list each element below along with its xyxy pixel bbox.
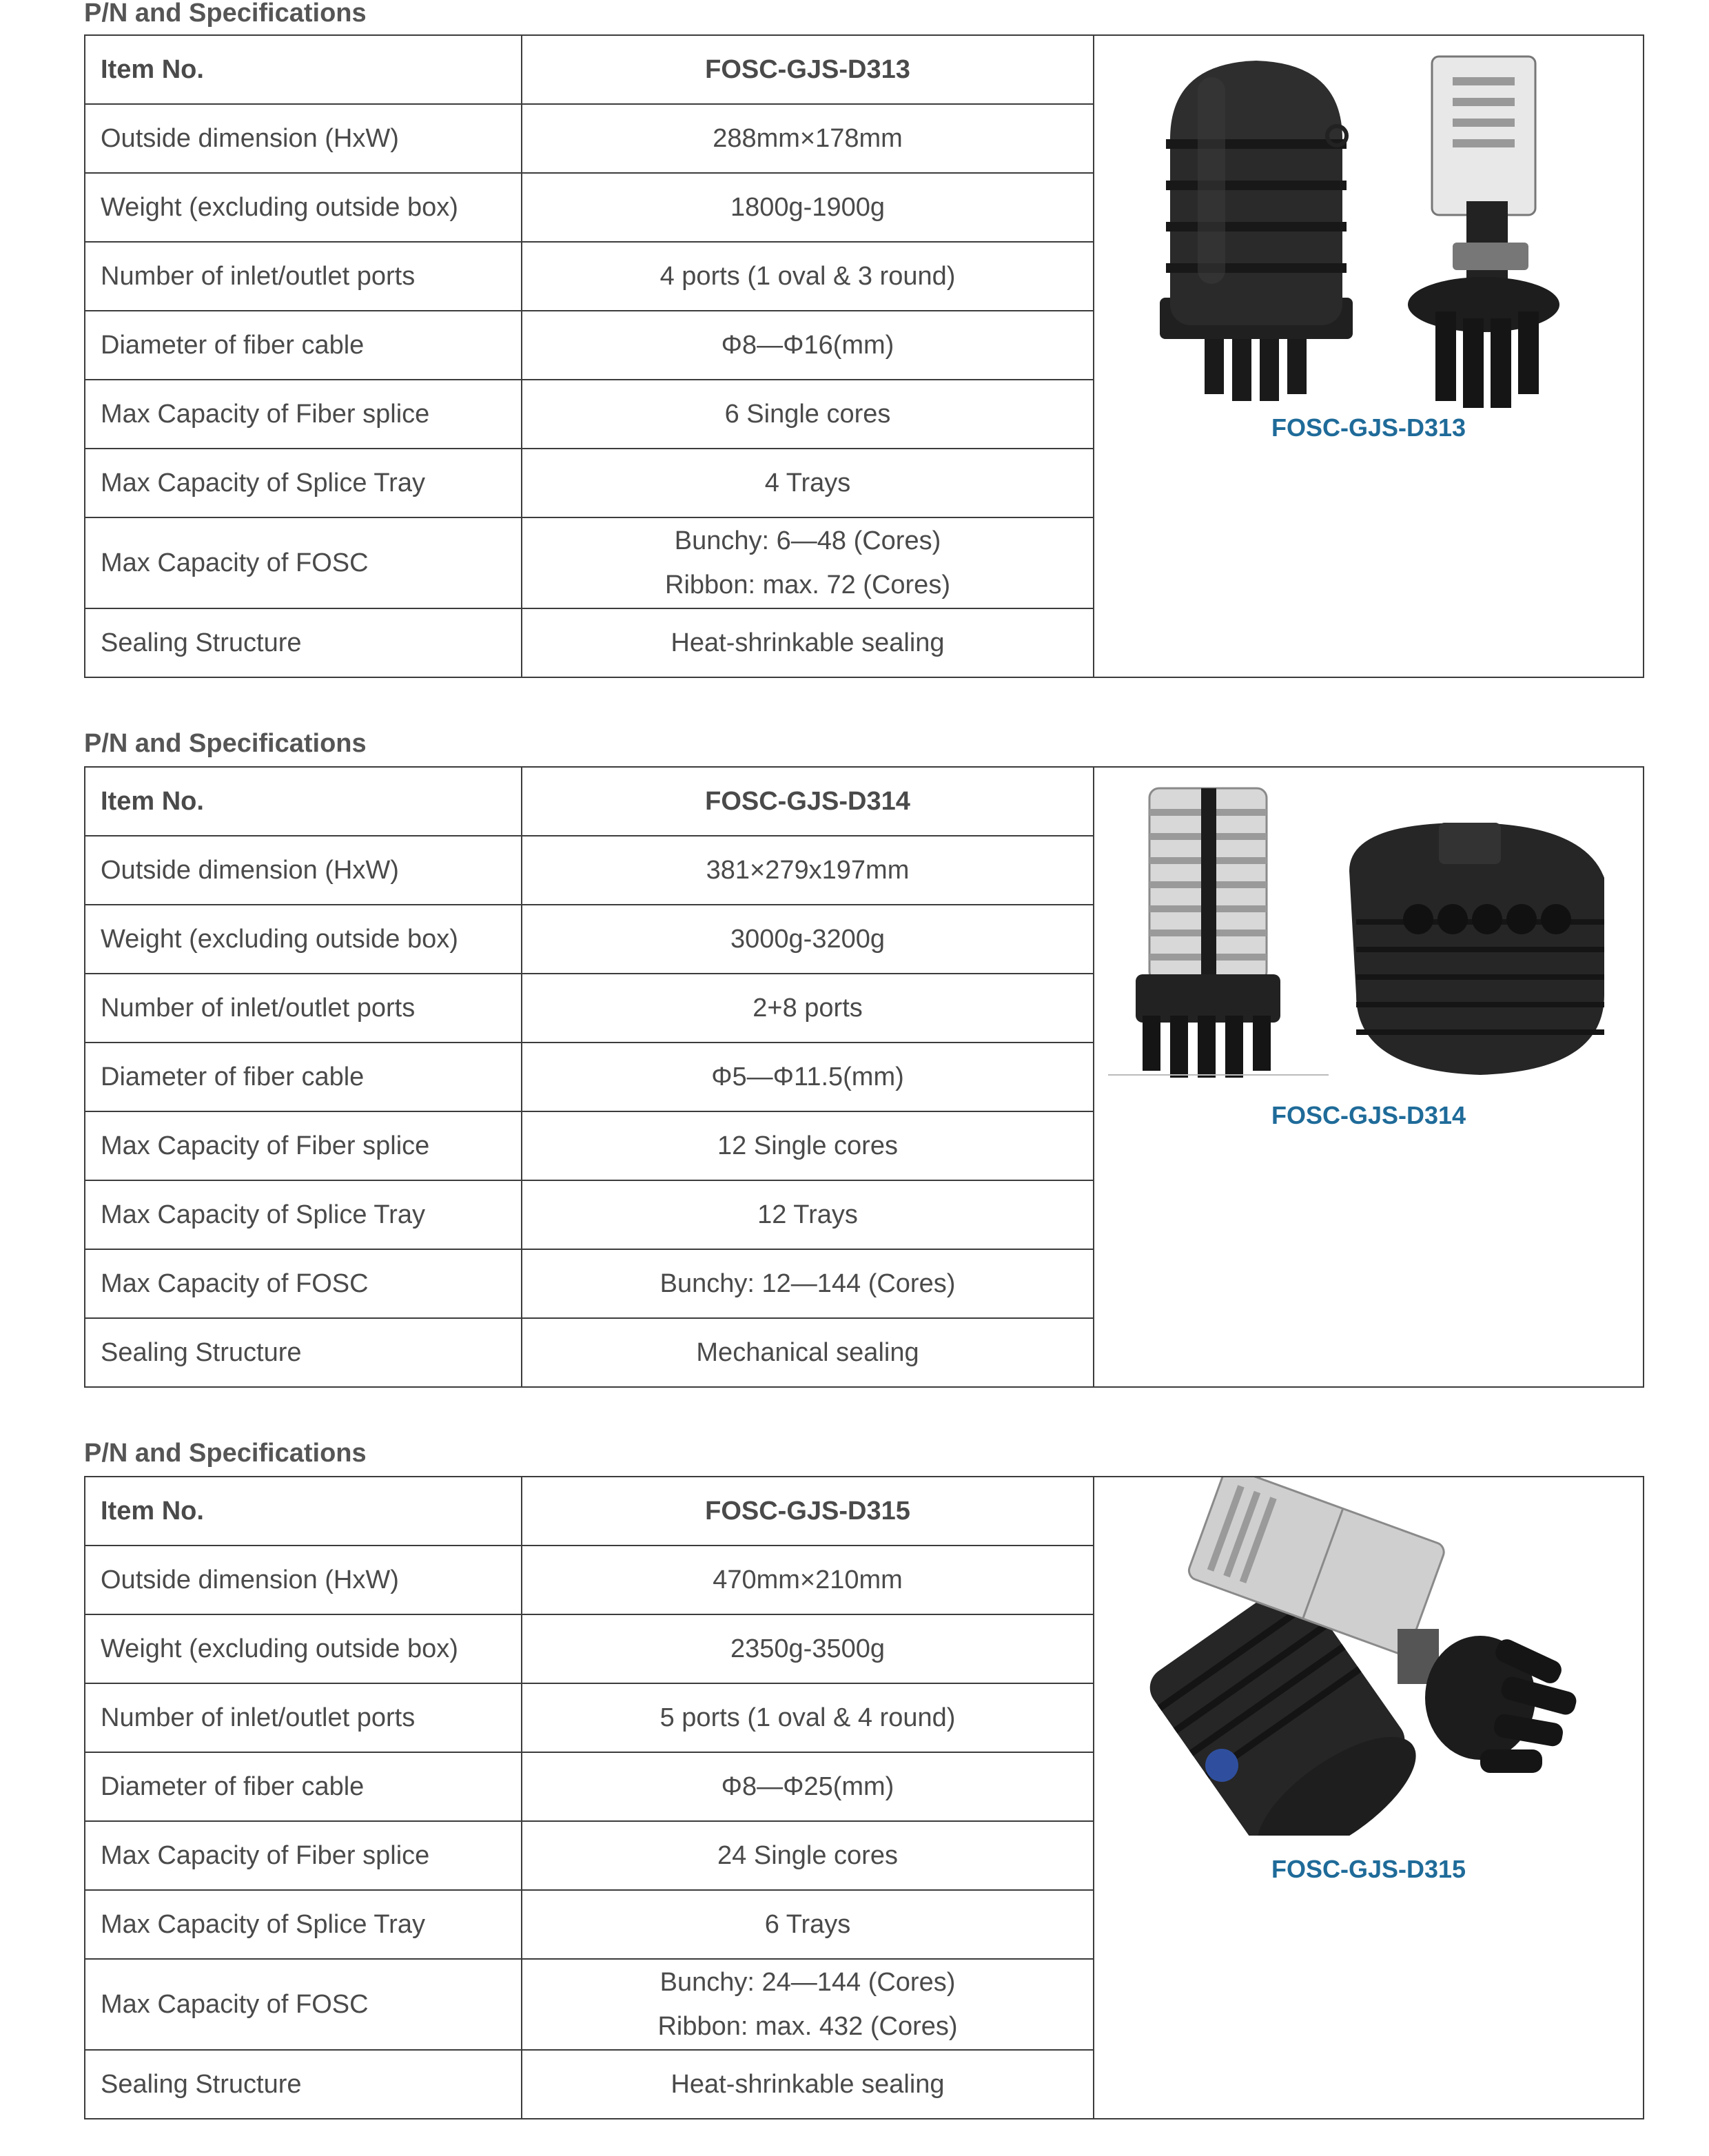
item-no-value: FOSC-GJS-D315 — [522, 1477, 1094, 1546]
product-caption: FOSC-GJS-D314 — [1271, 1101, 1466, 1129]
row-label: Diameter of fiber cable — [85, 311, 522, 380]
table-header-row — [85, 767, 1644, 836]
row-label: Diameter of fiber cable — [85, 1043, 522, 1111]
row-value: 24 Single cores — [522, 1821, 1094, 1890]
item-no-label: Item No. — [85, 767, 522, 836]
row-value: 4 Trays — [522, 449, 1094, 517]
section-title: P/N and Specifications — [84, 0, 367, 28]
row-value: Φ8—Φ25(mm) — [522, 1752, 1094, 1821]
row-value: 4 ports (1 oval & 3 round) — [522, 242, 1094, 311]
row-label: Max Capacity of Splice Tray — [85, 1890, 522, 1959]
row-value: 6 Trays — [522, 1890, 1094, 1959]
item-no-label: Item No. — [85, 1477, 522, 1546]
row-value: 2350g-3500g — [522, 1614, 1094, 1683]
row-label: Number of inlet/outlet ports — [85, 242, 522, 311]
row-label: Max Capacity of Fiber splice — [85, 1821, 522, 1890]
row-label: Outside dimension (HxW) — [85, 104, 522, 173]
row-value: 470mm×210mm — [522, 1546, 1094, 1614]
spec-table — [84, 1476, 1644, 2119]
row-label: Weight (excluding outside box) — [85, 1614, 522, 1683]
row-value: Bunchy: 24—144 (Cores) Ribbon: max. 432 (Cores) — [522, 1959, 1094, 2050]
row-value: 1800g-1900g — [522, 173, 1094, 242]
row-label: Sealing Structure — [85, 1318, 522, 1387]
row-label: Max Capacity of FOSC — [85, 1249, 522, 1318]
row-value: Bunchy: 12—144 (Cores) — [522, 1249, 1094, 1318]
product-caption: FOSC-GJS-D313 — [1271, 413, 1466, 442]
row-label: Max Capacity of FOSC — [85, 1959, 522, 2050]
row-value: Φ5—Φ11.5(mm) — [522, 1043, 1094, 1111]
row-label: Sealing Structure — [85, 608, 522, 677]
row-label: Number of inlet/outlet ports — [85, 974, 522, 1043]
row-value: 3000g-3200g — [522, 905, 1094, 974]
row-value: 12 Trays — [522, 1180, 1094, 1249]
row-label: Max Capacity of Fiber splice — [85, 1111, 522, 1180]
row-value: 12 Single cores — [522, 1111, 1094, 1180]
row-label: Diameter of fiber cable — [85, 1752, 522, 1821]
row-label: Weight (excluding outside box) — [85, 173, 522, 242]
product-image-cell — [1094, 1477, 1644, 2119]
product-caption: FOSC-GJS-D315 — [1271, 1855, 1466, 1883]
row-value: Heat-shrinkable sealing — [522, 2050, 1094, 2119]
spec-table — [84, 766, 1644, 1388]
section-title: P/N and Specifications — [84, 1439, 367, 1468]
spec-table — [84, 34, 1644, 678]
product-photo-d315 — [1094, 1477, 1643, 1836]
product-photo-d314 — [1094, 768, 1643, 1085]
item-no-label: Item No. — [85, 35, 522, 104]
row-label: Sealing Structure — [85, 2050, 522, 2119]
row-label: Max Capacity of FOSC — [85, 517, 522, 608]
table-header-row — [85, 1477, 1644, 1546]
row-value: 6 Single cores — [522, 380, 1094, 449]
row-label: Outside dimension (HxW) — [85, 836, 522, 905]
row-label: Max Capacity of Splice Tray — [85, 1180, 522, 1249]
row-value: 2+8 ports — [522, 974, 1094, 1043]
row-label: Outside dimension (HxW) — [85, 1546, 522, 1614]
row-label: Number of inlet/outlet ports — [85, 1683, 522, 1752]
row-value: Heat-shrinkable sealing — [522, 608, 1094, 677]
product-image-cell — [1094, 767, 1644, 1387]
row-label: Max Capacity of Fiber splice — [85, 380, 522, 449]
row-value: Mechanical sealing — [522, 1318, 1094, 1387]
table-header-row — [85, 35, 1644, 104]
row-value: Bunchy: 6—48 (Cores) Ribbon: max. 72 (Cores) — [522, 517, 1094, 608]
product-photo-d313 — [1094, 36, 1643, 422]
item-no-value: FOSC-GJS-D313 — [522, 35, 1094, 104]
row-value: 381×279x197mm — [522, 836, 1094, 905]
section-title: P/N and Specifications — [84, 729, 367, 758]
row-label: Weight (excluding outside box) — [85, 905, 522, 974]
row-label: Max Capacity of Splice Tray — [85, 449, 522, 517]
item-no-value: FOSC-GJS-D314 — [522, 767, 1094, 836]
row-value: 288mm×178mm — [522, 104, 1094, 173]
row-value: Φ8—Φ16(mm) — [522, 311, 1094, 380]
row-value: 5 ports (1 oval & 4 round) — [522, 1683, 1094, 1752]
product-image-cell — [1094, 35, 1644, 677]
